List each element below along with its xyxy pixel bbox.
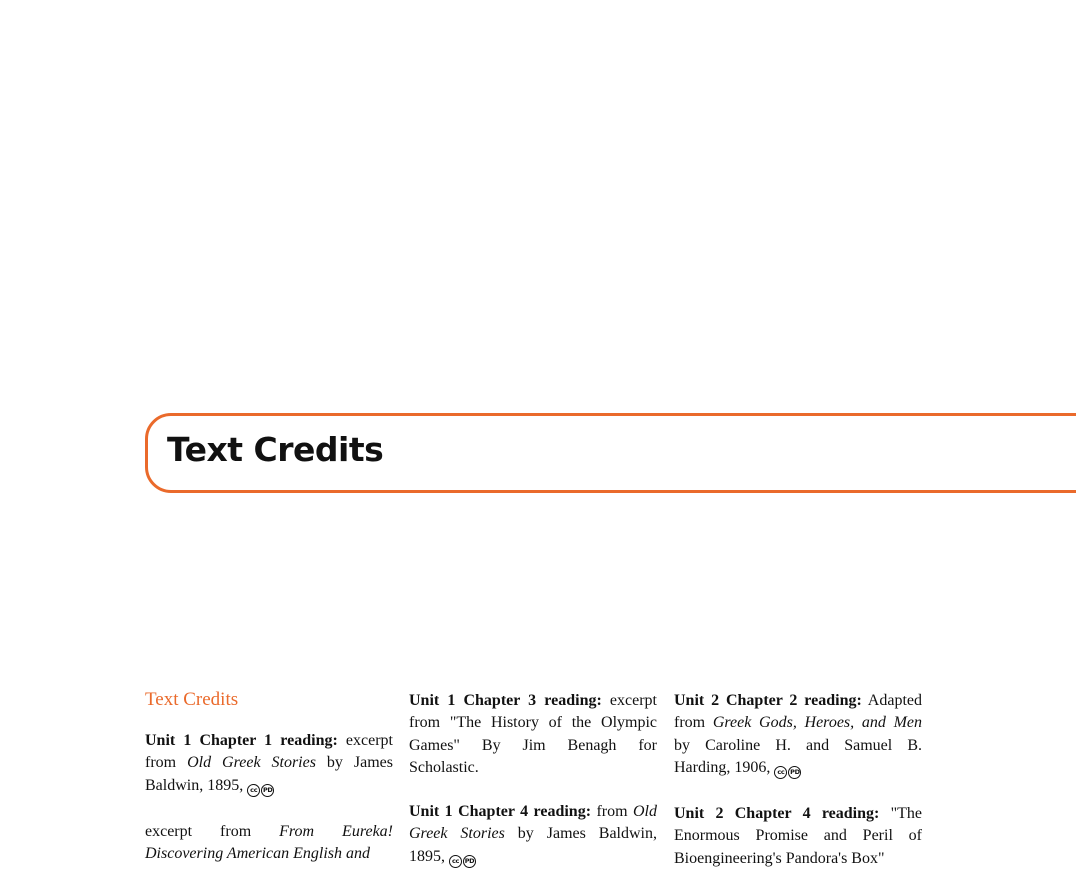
public-domain-icon: PD bbox=[261, 784, 274, 797]
chapter-title: Text Credits bbox=[167, 430, 384, 469]
entry-title: Old Greek Stories bbox=[409, 803, 657, 843]
entry-label: Unit 2 Chapter 4 reading: bbox=[674, 805, 880, 823]
license-icons bbox=[449, 848, 477, 870]
credit-entry-excerpt bbox=[145, 821, 393, 866]
credit-entry-unit1-ch4 bbox=[409, 801, 657, 870]
credit-entry-unit1-ch3 bbox=[409, 690, 657, 779]
public-domain-icon: PD bbox=[463, 855, 476, 868]
entry-text: by James Baldwin, 1895, bbox=[409, 825, 657, 865]
entry-title: Greek Gods, Heroes, and Men bbox=[712, 714, 922, 732]
entry-text: by James Baldwin, 1895, bbox=[145, 754, 393, 794]
entry-label: Unit 1 Chapter 4 reading: bbox=[409, 803, 592, 821]
entry-text: from bbox=[591, 803, 633, 821]
creative-commons-icon: cc bbox=[774, 766, 787, 779]
public-domain-icon: PD bbox=[788, 766, 801, 779]
license-icons bbox=[774, 759, 802, 781]
entry-text: excerpt from "The History of the Olympic Games" By Jim Benagh for Scholastic. bbox=[409, 692, 657, 776]
credits-column-3 bbox=[674, 690, 922, 892]
entry-text: by Caroline H. and Samuel B. Harding, 1906, bbox=[674, 736, 922, 776]
section-heading: Text Credits bbox=[145, 689, 239, 710]
entry-title: From Eureka! Discovering American English and bbox=[145, 822, 393, 863]
entry-text: excerpt from bbox=[145, 822, 280, 840]
entry-title: Old Greek Stories bbox=[187, 754, 316, 772]
creative-commons-icon: cc bbox=[449, 855, 462, 868]
entry-text: Adapted from bbox=[674, 692, 922, 732]
entry-text: excerpt from bbox=[145, 732, 393, 772]
entry-text: "The Enormous Promise and Peril of Bioengineering's Pandora's Box" bbox=[674, 805, 923, 867]
entry-label: Unit 1 Chapter 3 reading: bbox=[409, 692, 602, 709]
credit-entry-unit1-ch1 bbox=[145, 730, 393, 799]
license-icons bbox=[247, 777, 275, 799]
credits-column-2 bbox=[409, 690, 657, 892]
entry-label: Unit 1 Chapter 1 reading: bbox=[145, 732, 338, 749]
entry-label: Unit 2 Chapter 2 reading: bbox=[674, 692, 862, 709]
credit-entry-unit2-ch4 bbox=[674, 803, 922, 870]
credit-entry-unit2-ch2 bbox=[674, 690, 922, 781]
creative-commons-icon: cc bbox=[247, 784, 260, 797]
